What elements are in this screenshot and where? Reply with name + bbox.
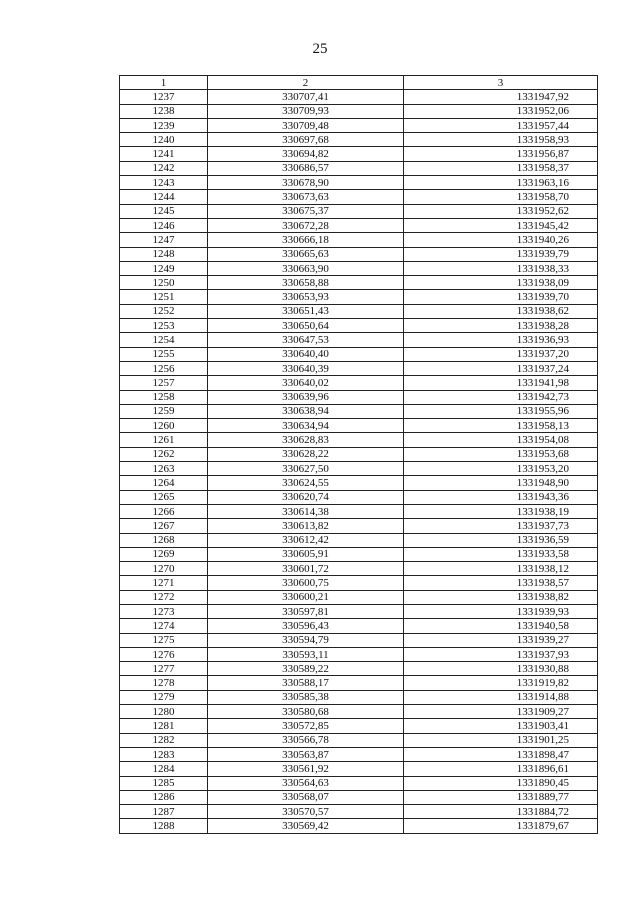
x-coordinate-cell: 330694,82 (208, 147, 404, 161)
point-number-cell: 1278 (120, 676, 208, 690)
y-coordinate-cell: 1331939,79 (404, 247, 598, 261)
point-number-cell: 1264 (120, 476, 208, 490)
y-coordinate-cell: 1331942,73 (404, 390, 598, 404)
x-coordinate-cell: 330570,57 (208, 805, 404, 819)
table-row (120, 490, 598, 504)
table-row (120, 762, 598, 776)
table-row (120, 261, 598, 275)
y-coordinate-cell: 1331939,27 (404, 633, 598, 647)
x-coordinate-cell: 330647,53 (208, 333, 404, 347)
x-coordinate-cell: 330665,63 (208, 247, 404, 261)
x-coordinate-cell: 330594,79 (208, 633, 404, 647)
x-coordinate-cell: 330672,28 (208, 218, 404, 232)
point-number-cell: 1272 (120, 590, 208, 604)
point-number-cell: 1274 (120, 619, 208, 633)
point-number-cell: 1275 (120, 633, 208, 647)
x-coordinate-cell: 330640,02 (208, 376, 404, 390)
coordinates-table (119, 75, 598, 834)
table-row (120, 776, 598, 790)
table-row (120, 147, 598, 161)
table-row (120, 319, 598, 333)
point-number-cell: 1253 (120, 319, 208, 333)
table-row (120, 790, 598, 804)
x-coordinate-cell: 330709,93 (208, 104, 404, 118)
y-coordinate-cell: 1331914,88 (404, 690, 598, 704)
table-row (120, 590, 598, 604)
y-coordinate-cell: 1331938,62 (404, 304, 598, 318)
point-number-cell: 1288 (120, 819, 208, 833)
y-coordinate-cell: 1331940,26 (404, 233, 598, 247)
y-coordinate-cell: 1331938,28 (404, 319, 598, 333)
x-coordinate-cell: 330678,90 (208, 176, 404, 190)
y-coordinate-cell: 1331938,33 (404, 261, 598, 275)
x-coordinate-cell: 330589,22 (208, 662, 404, 676)
x-coordinate-cell: 330640,39 (208, 361, 404, 375)
y-coordinate-cell: 1331952,06 (404, 104, 598, 118)
x-coordinate-cell: 330593,11 (208, 647, 404, 661)
table-row (120, 519, 598, 533)
table-row (120, 104, 598, 118)
x-coordinate-cell: 330612,42 (208, 533, 404, 547)
y-coordinate-cell: 1331937,73 (404, 519, 598, 533)
point-number-cell: 1265 (120, 490, 208, 504)
table-row (120, 533, 598, 547)
point-number-cell: 1243 (120, 176, 208, 190)
y-coordinate-cell: 1331938,82 (404, 590, 598, 604)
y-coordinate-cell: 1331955,96 (404, 404, 598, 418)
y-coordinate-cell: 1331958,37 (404, 161, 598, 175)
point-number-cell: 1237 (120, 90, 208, 104)
table-row (120, 90, 598, 104)
table-row (120, 419, 598, 433)
column-header-2: 2 (208, 76, 404, 90)
y-coordinate-cell: 1331937,93 (404, 647, 598, 661)
x-coordinate-cell: 330650,64 (208, 319, 404, 333)
y-coordinate-cell: 1331898,47 (404, 747, 598, 761)
table-body (120, 90, 598, 833)
table-row (120, 619, 598, 633)
x-coordinate-cell: 330628,83 (208, 433, 404, 447)
y-coordinate-cell: 1331936,59 (404, 533, 598, 547)
point-number-cell: 1273 (120, 604, 208, 618)
point-number-cell: 1268 (120, 533, 208, 547)
table-row (120, 190, 598, 204)
x-coordinate-cell: 330585,38 (208, 690, 404, 704)
y-coordinate-cell: 1331889,77 (404, 790, 598, 804)
y-coordinate-cell: 1331884,72 (404, 805, 598, 819)
point-number-cell: 1282 (120, 733, 208, 747)
x-coordinate-cell: 330666,18 (208, 233, 404, 247)
y-coordinate-cell: 1331958,93 (404, 133, 598, 147)
table-row (120, 576, 598, 590)
table-row (120, 161, 598, 175)
table-row (120, 133, 598, 147)
point-number-cell: 1259 (120, 404, 208, 418)
point-number-cell: 1260 (120, 419, 208, 433)
point-number-cell: 1285 (120, 776, 208, 790)
x-coordinate-cell: 330596,43 (208, 619, 404, 633)
y-coordinate-cell: 1331938,12 (404, 562, 598, 576)
point-number-cell: 1280 (120, 705, 208, 719)
table-row (120, 361, 598, 375)
point-number-cell: 1262 (120, 447, 208, 461)
table-row (120, 504, 598, 518)
x-coordinate-cell: 330614,38 (208, 504, 404, 518)
y-coordinate-cell: 1331941,98 (404, 376, 598, 390)
point-number-cell: 1254 (120, 333, 208, 347)
y-coordinate-cell: 1331945,42 (404, 218, 598, 232)
point-number-cell: 1256 (120, 361, 208, 375)
point-number-cell: 1257 (120, 376, 208, 390)
column-header-1: 1 (120, 76, 208, 90)
y-coordinate-cell: 1331930,88 (404, 662, 598, 676)
y-coordinate-cell: 1331953,68 (404, 447, 598, 461)
table-row (120, 447, 598, 461)
table-row (120, 333, 598, 347)
x-coordinate-cell: 330697,68 (208, 133, 404, 147)
x-coordinate-cell: 330588,17 (208, 676, 404, 690)
y-coordinate-cell: 1331896,61 (404, 762, 598, 776)
x-coordinate-cell: 330568,07 (208, 790, 404, 804)
x-coordinate-cell: 330569,42 (208, 819, 404, 833)
y-coordinate-cell: 1331957,44 (404, 118, 598, 132)
point-number-cell: 1263 (120, 462, 208, 476)
y-coordinate-cell: 1331953,20 (404, 462, 598, 476)
point-number-cell: 1261 (120, 433, 208, 447)
point-number-cell: 1251 (120, 290, 208, 304)
table-row (120, 376, 598, 390)
y-coordinate-cell: 1331938,19 (404, 504, 598, 518)
table-row (120, 404, 598, 418)
x-coordinate-cell: 330620,74 (208, 490, 404, 504)
point-number-cell: 1284 (120, 762, 208, 776)
table-row (120, 390, 598, 404)
table-row (120, 247, 598, 261)
point-number-cell: 1266 (120, 504, 208, 518)
table-row (120, 647, 598, 661)
y-coordinate-cell: 1331938,57 (404, 576, 598, 590)
x-coordinate-cell: 330605,91 (208, 547, 404, 561)
y-coordinate-cell: 1331939,70 (404, 290, 598, 304)
table-row (120, 805, 598, 819)
y-coordinate-cell: 1331919,82 (404, 676, 598, 690)
x-coordinate-cell: 330627,50 (208, 462, 404, 476)
x-coordinate-cell: 330673,63 (208, 190, 404, 204)
table-row (120, 719, 598, 733)
point-number-cell: 1246 (120, 218, 208, 232)
point-number-cell: 1277 (120, 662, 208, 676)
point-number-cell: 1244 (120, 190, 208, 204)
x-coordinate-cell: 330634,94 (208, 419, 404, 433)
table-row (120, 233, 598, 247)
y-coordinate-cell: 1331901,25 (404, 733, 598, 747)
x-coordinate-cell: 330563,87 (208, 747, 404, 761)
y-coordinate-cell: 1331909,27 (404, 705, 598, 719)
table-row (120, 676, 598, 690)
point-number-cell: 1240 (120, 133, 208, 147)
table-row (120, 733, 598, 747)
column-header-3: 3 (404, 76, 598, 90)
table-row (120, 118, 598, 132)
y-coordinate-cell: 1331947,92 (404, 90, 598, 104)
point-number-cell: 1286 (120, 790, 208, 804)
x-coordinate-cell: 330601,72 (208, 562, 404, 576)
x-coordinate-cell: 330639,96 (208, 390, 404, 404)
table-row (120, 462, 598, 476)
x-coordinate-cell: 330624,55 (208, 476, 404, 490)
x-coordinate-cell: 330561,92 (208, 762, 404, 776)
point-number-cell: 1270 (120, 562, 208, 576)
x-coordinate-cell: 330597,81 (208, 604, 404, 618)
point-number-cell: 1252 (120, 304, 208, 318)
table-row (120, 662, 598, 676)
table-row (120, 290, 598, 304)
x-coordinate-cell: 330566,78 (208, 733, 404, 747)
x-coordinate-cell: 330613,82 (208, 519, 404, 533)
y-coordinate-cell: 1331879,67 (404, 819, 598, 833)
x-coordinate-cell: 330640,40 (208, 347, 404, 361)
point-number-cell: 1248 (120, 247, 208, 261)
y-coordinate-cell: 1331958,13 (404, 419, 598, 433)
table-row (120, 276, 598, 290)
table-row (120, 690, 598, 704)
point-number-cell: 1239 (120, 118, 208, 132)
x-coordinate-cell: 330628,22 (208, 447, 404, 461)
y-coordinate-cell: 1331943,36 (404, 490, 598, 504)
y-coordinate-cell: 1331952,62 (404, 204, 598, 218)
y-coordinate-cell: 1331958,70 (404, 190, 598, 204)
point-number-cell: 1279 (120, 690, 208, 704)
point-number-cell: 1258 (120, 390, 208, 404)
table-row (120, 304, 598, 318)
y-coordinate-cell: 1331890,45 (404, 776, 598, 790)
x-coordinate-cell: 330658,88 (208, 276, 404, 290)
point-number-cell: 1250 (120, 276, 208, 290)
y-coordinate-cell: 1331948,90 (404, 476, 598, 490)
table-row (120, 218, 598, 232)
y-coordinate-cell: 1331954,08 (404, 433, 598, 447)
point-number-cell: 1287 (120, 805, 208, 819)
point-number-cell: 1242 (120, 161, 208, 175)
y-coordinate-cell: 1331963,16 (404, 176, 598, 190)
table-row (120, 433, 598, 447)
point-number-cell: 1245 (120, 204, 208, 218)
y-coordinate-cell: 1331938,09 (404, 276, 598, 290)
table-row (120, 547, 598, 561)
point-number-cell: 1241 (120, 147, 208, 161)
table-row (120, 604, 598, 618)
x-coordinate-cell: 330675,37 (208, 204, 404, 218)
point-number-cell: 1281 (120, 719, 208, 733)
x-coordinate-cell: 330600,75 (208, 576, 404, 590)
point-number-cell: 1247 (120, 233, 208, 247)
x-coordinate-cell: 330653,93 (208, 290, 404, 304)
y-coordinate-cell: 1331940,58 (404, 619, 598, 633)
x-coordinate-cell: 330709,48 (208, 118, 404, 132)
x-coordinate-cell: 330651,43 (208, 304, 404, 318)
y-coordinate-cell: 1331933,58 (404, 547, 598, 561)
y-coordinate-cell: 1331903,41 (404, 719, 598, 733)
table-row (120, 747, 598, 761)
point-number-cell: 1276 (120, 647, 208, 661)
point-number-cell: 1271 (120, 576, 208, 590)
table-row (120, 819, 598, 833)
y-coordinate-cell: 1331937,24 (404, 361, 598, 375)
table-row (120, 476, 598, 490)
x-coordinate-cell: 330564,63 (208, 776, 404, 790)
point-number-cell: 1269 (120, 547, 208, 561)
point-number-cell: 1267 (120, 519, 208, 533)
point-number-cell: 1255 (120, 347, 208, 361)
point-number-cell: 1249 (120, 261, 208, 275)
x-coordinate-cell: 330707,41 (208, 90, 404, 104)
point-number-cell: 1283 (120, 747, 208, 761)
table-row (120, 562, 598, 576)
table-row (120, 204, 598, 218)
table-row (120, 633, 598, 647)
x-coordinate-cell: 330663,90 (208, 261, 404, 275)
y-coordinate-cell: 1331939,93 (404, 604, 598, 618)
x-coordinate-cell: 330580,68 (208, 705, 404, 719)
x-coordinate-cell: 330572,85 (208, 719, 404, 733)
y-coordinate-cell: 1331937,20 (404, 347, 598, 361)
y-coordinate-cell: 1331956,87 (404, 147, 598, 161)
x-coordinate-cell: 330686,57 (208, 161, 404, 175)
x-coordinate-cell: 330638,94 (208, 404, 404, 418)
table-row (120, 705, 598, 719)
table-row (120, 176, 598, 190)
page-number: 25 (312, 41, 328, 57)
table-row (120, 347, 598, 361)
x-coordinate-cell: 330600,21 (208, 590, 404, 604)
point-number-cell: 1238 (120, 104, 208, 118)
table-header-row (120, 76, 598, 90)
y-coordinate-cell: 1331936,93 (404, 333, 598, 347)
